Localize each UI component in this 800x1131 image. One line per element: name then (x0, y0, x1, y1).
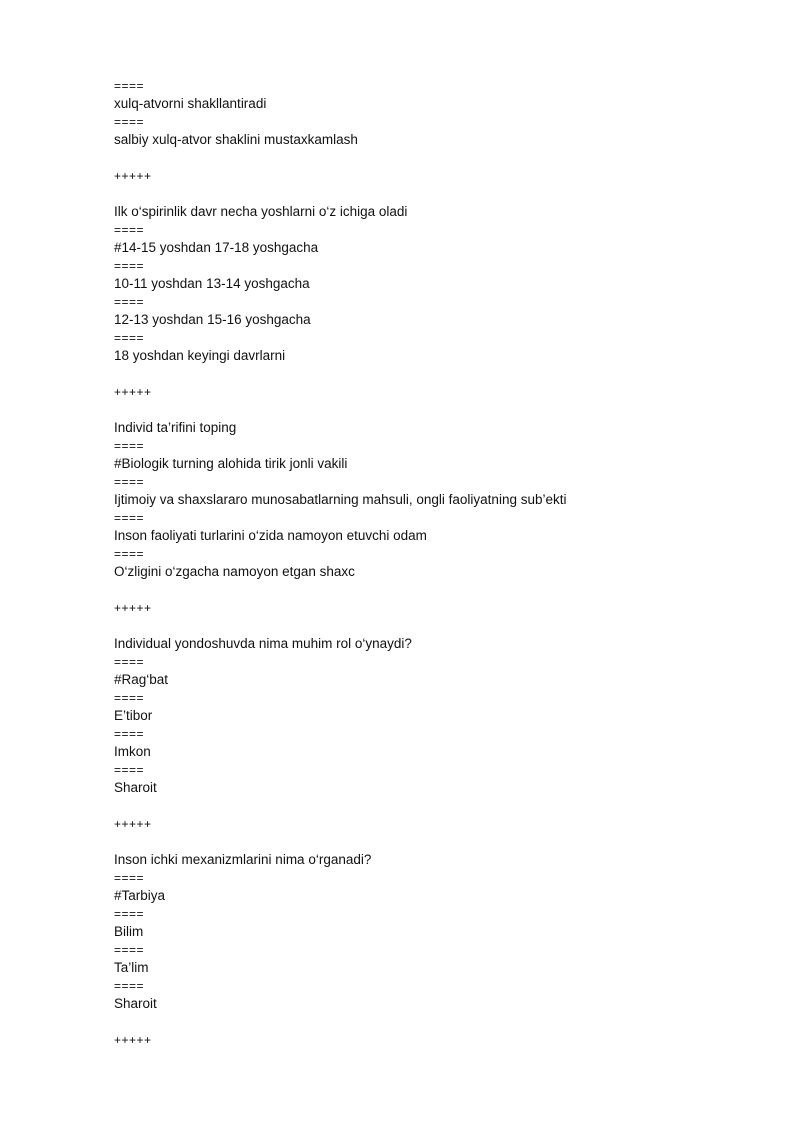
question-separator: +++++ (114, 817, 152, 831)
separator: ==== (114, 439, 145, 453)
separator: ==== (114, 511, 145, 525)
separator: ==== (114, 295, 145, 309)
separator: ==== (114, 979, 145, 993)
blank-line (114, 833, 754, 851)
answer-option: xulq-atvorni shakllantiradi (114, 96, 267, 111)
answer-option: O‘zligini o‘zgacha namoyon etgan shaxc (114, 564, 355, 579)
question-text: Inson ichki mexanizmlarini nima o‘rganadi? (114, 852, 372, 867)
answer-option: Sharoit (114, 780, 157, 795)
separator: ==== (114, 331, 145, 345)
answer-option: E’tibor (114, 708, 153, 723)
separator: ==== (114, 907, 145, 921)
question-text: Individ ta’rifini toping (114, 420, 237, 435)
document-content (114, 77, 754, 1049)
question-separator: +++++ (114, 169, 152, 183)
blank-line (114, 185, 754, 203)
answer-option: #Tarbiya (114, 888, 166, 903)
answer-option: 10-11 yoshdan 13-14 yoshgacha (114, 276, 310, 291)
question-text: Individual yondoshuvda nima muhim rol o‘ynaydi? (114, 636, 412, 651)
separator: ==== (114, 115, 145, 129)
answer-option: Bilim (114, 924, 144, 939)
question-separator: +++++ (114, 385, 152, 399)
answer-option: 18 yoshdan keyingi davrlarni (114, 348, 286, 363)
separator: ==== (114, 547, 145, 561)
answer-option: Ta’lim (114, 960, 149, 975)
blank-line (114, 401, 754, 419)
blank-line (114, 149, 754, 167)
answer-option: Imkon (114, 744, 151, 759)
blank-line (114, 617, 754, 635)
separator: ==== (114, 79, 145, 93)
separator: ==== (114, 655, 145, 669)
answer-option: #Biologik turning alohida tirik jonli vakili (114, 456, 348, 471)
blank-line (114, 1013, 754, 1031)
answer-option: 12-13 yoshdan 15-16 yoshgacha (114, 312, 311, 327)
separator: ==== (114, 475, 145, 489)
question-separator: +++++ (114, 1033, 152, 1047)
separator: ==== (114, 943, 145, 957)
separator: ==== (114, 691, 145, 705)
answer-option: #14-15 yoshdan 17-18 yoshgacha (114, 240, 319, 255)
answer-option: Ijtimoiy va shaxslararo munosabatlarning mahsuli, ongli faoliyatning sub’ekti (114, 492, 567, 507)
blank-line (114, 365, 754, 383)
blank-line (114, 797, 754, 815)
separator: ==== (114, 223, 145, 237)
question-text: Ilk o‘spirinlik davr necha yoshlarni o‘z ichiga oladi (114, 204, 408, 219)
answer-option: Inson faoliyati turlarini o‘zida namoyon etuvchi odam (114, 528, 427, 543)
blank-line (114, 581, 754, 599)
answer-option: salbiy xulq-atvor shaklini mustaxkamlash (114, 132, 358, 147)
answer-option: #Rag‘bat (114, 672, 169, 687)
separator: ==== (114, 259, 145, 273)
answer-option: Sharoit (114, 996, 157, 1011)
separator: ==== (114, 727, 145, 741)
separator: ==== (114, 871, 145, 885)
separator: ==== (114, 763, 145, 777)
question-separator: +++++ (114, 601, 152, 615)
